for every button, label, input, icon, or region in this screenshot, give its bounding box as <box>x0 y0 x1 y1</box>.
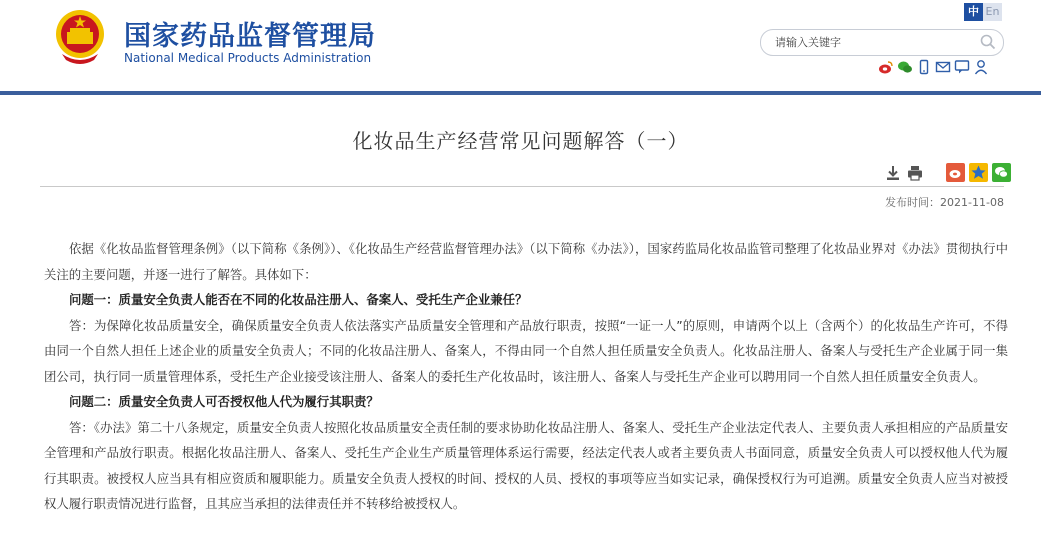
article-paragraph: 答：《办法》第二十八条规定，质量安全负责人按照化妆品质量安全责任制的要求协助化妆品注册人、备案人、受托生产企业法定代表人、主要负责人承担相应的产品质量安全管理和产品放行职责。根据化妆品注册人、备案人、受托生产企业生产质量管理体系运行需要，经法定代表人或者主要负责人书面同意，质量安全负责人可以授权他人代为履行其职责。被授权人应当具有相应资质和履职能力。质量安全负责人授权的时间、授权的人员、授权的事项等应当如实记录，确保授权行为可追溯。质量安全负责人应当对被授权人履行职责情况进行监督，且其应当承担的法律责任并不转移给被授权人。 <box>44 419 1008 511</box>
site-header <box>0 0 1041 92</box>
question-heading: 问题二：质量安全负责人可否授权他人代为履行其职责？ <box>69 394 379 409</box>
message-icon[interactable] <box>954 59 970 75</box>
search-input[interactable] <box>775 34 971 50</box>
site-name-cn[interactable]: 国家药品监督管理局 <box>124 21 376 52</box>
article-paragraph: 依据《化妆品监督管理条例》（以下简称《条例》）、《化妆品生产经营监督管理办法》（以下简称《办法》），国家药监局化妆品监管司整理了化妆品业界对《办法》贯彻执行中关注的主要问题，并逐一进行了解答。具体如下： <box>44 241 1008 282</box>
lang-en-button[interactable]: En <box>983 3 1002 21</box>
question-heading: 问题一：质量安全负责人能否在不同的化妆品注册人、备案人、受托生产企业兼任？ <box>69 292 528 307</box>
user-icon[interactable] <box>973 59 989 75</box>
search-icon[interactable] <box>979 33 997 51</box>
social-links <box>878 59 989 75</box>
site-name-en[interactable]: National Medical Products Administration <box>124 51 372 65</box>
article-paragraph: 答：为保障化妆品质量安全，确保质量安全负责人依法落实产品质量安全管理和产品放行职责，按照“一证一人”的原则，申请两个以上（含两个）的化妆品生产许可，不得由同一个自然人担任上述企业的质量安全负责人；不同的化妆品注册人、备案人，不得由同一个自然人担任质量安全负责人。化妆品注册人、备案人与受托生产企业属于同一集团公司，执行同一质量管理体系，受托生产企业接受该注册人、备案人的委托生产化妆品时，该注册人、备案人与受托生产企业可以聘用同一个自然人担任质量安全负责人。 <box>44 317 1008 384</box>
article-tools <box>884 163 1011 182</box>
article-title: 化妆品生产经营常见问题解答（一） <box>352 129 689 153</box>
wechat-icon[interactable] <box>897 59 913 75</box>
header-divider-bar <box>0 91 1041 95</box>
publish-time: 发布时间：2021-11-08 <box>885 196 1004 209</box>
title-divider <box>40 186 1004 187</box>
lang-zh-button[interactable]: 中 <box>964 3 983 21</box>
search-box <box>760 29 1004 56</box>
national-emblem-icon <box>54 8 106 64</box>
weibo-icon[interactable] <box>878 59 894 75</box>
share-weibo-icon[interactable] <box>946 163 965 182</box>
download-icon[interactable] <box>884 164 902 182</box>
print-icon[interactable] <box>906 164 924 182</box>
language-switch <box>964 3 1002 21</box>
mail-icon[interactable] <box>935 59 951 75</box>
mobile-icon[interactable] <box>916 59 932 75</box>
share-qzone-icon[interactable] <box>969 163 988 182</box>
article-body <box>44 236 1008 517</box>
share-wechat-icon[interactable] <box>992 163 1011 182</box>
